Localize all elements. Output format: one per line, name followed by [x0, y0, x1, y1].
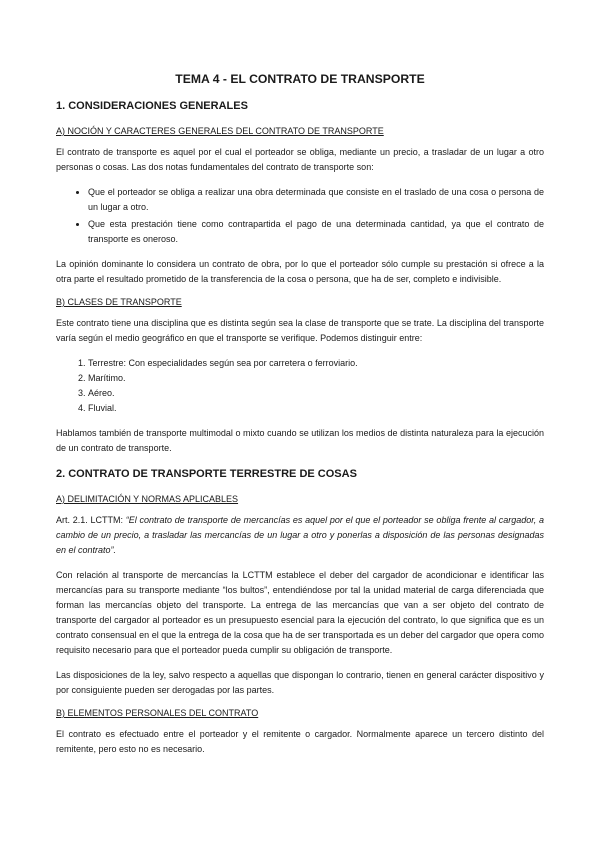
- article-quote: “El contrato de transporte de mercancías es aquel por el que el porteador se obliga frente al cargador, a cambio de un precio, a trasladar las mercancías de un lugar a otro y ponerlas a disposición de las personas designadas en el contrato”.: [56, 515, 545, 555]
- section-1b-subheading: B) CLASES DE TRANSPORTE: [56, 297, 182, 307]
- section-1a-paragraph-1: El contrato de transporte es aquel por el cual el porteador se obliga, mediante un precio, a trasladar de un lugar a otro personas o cosas. Las dos notas fundamentales del contrato de transporte son:: [56, 147, 544, 172]
- list-item: 4. Fluvial.: [88, 401, 544, 416]
- article-reference: Art. 2.1. LCTTM:: [56, 515, 126, 525]
- document-title: TEMA 4 - EL CONTRATO DE TRANSPORTE: [175, 72, 425, 86]
- section-2-heading: 2. CONTRATO DE TRANSPORTE TERRESTRE DE COSAS: [56, 468, 357, 480]
- section-2a-paragraph-1: Con relación al transporte de mercancías la LCTTM establece el deber del cargador de acondicionar e identificar las mercancías para su transporte mediante “los bultos”, entendiéndose por tal la unidad material de carga diferenciada que forman las mercancías objeto del transporte. La entrega de las mercancías que van a ser objeto del contrato de transporte del cargador al porteador es un presupuesto esencial para la ejecución del contrato, lo que significa que es un contrato consensual en el que la entrega de la cosa que ha de ser transportada es un deber del cargador que opera como requisito necesario para que el porteador pueda cumplir su obligación de transporte.: [56, 570, 544, 655]
- section-1a-subheading: A) NOCIÓN Y CARACTERES GENERALES DEL CONTRATO DE TRANSPORTE: [56, 126, 384, 136]
- section-1a-bullet-list: [56, 185, 544, 247]
- section-2a-paragraph-2: Las disposiciones de la ley, salvo respecto a aquellas que dispongan lo contrario, tienen en general carácter dispositivo y por consiguiente pueden ser derogadas por las partes.: [56, 670, 544, 695]
- section-2a-subheading: A) DELIMITACIÓN Y NORMAS APLICABLES: [56, 494, 239, 504]
- section-1a-paragraph-2: La opinión dominante lo considera un contrato de obra, por lo que el porteador sólo cumple su prestación si ofrece a la otra parte el resultado prometido de la transferencia de la cosa o persona, que ha de ser, completo e indivisible.: [56, 259, 544, 284]
- document-page: [56, 72, 544, 767]
- section-2b-subheading: B) ELEMENTOS PERSONALES DEL CONTRATO: [56, 708, 259, 718]
- section-1b-paragraph-2: Hablamos también de transporte multimodal o mixto cuando se utilizan los medios de distinta naturaleza para la ejecución de un contrato de transporte.: [56, 428, 544, 453]
- section-1b-paragraph-1: Este contrato tiene una disciplina que es distinta según sea la clase de transporte que se trate. La disciplina del transporte varía según el medio geográfico en que el transporte se verifique. Podemos distinguir entre:: [56, 318, 544, 343]
- article-quote-paragraph: [56, 513, 544, 558]
- list-item: 1. Terrestre: Con especialidades según sea por carretera o ferroviario.: [88, 356, 544, 371]
- section-2b-paragraph-1: El contrato es efectuado entre el porteador y el remitente o cargador. Normalmente aparece un tercero distinto del remitente, pero esto no es necesario.: [56, 729, 544, 754]
- list-item: 3. Aéreo.: [88, 386, 544, 401]
- bullet-item: • Que el porteador se obliga a realizar una obra determinada que consiste en el traslado de una cosa o persona de un lugar a otro.: [88, 185, 544, 215]
- bullet-item: • Que esta prestación tiene como contrapartida el pago de una determinada cantidad, ya que el contrato de transporte es oneroso.: [88, 217, 544, 247]
- list-item: 2. Marítimo.: [88, 371, 544, 386]
- section-1b-numbered-list: [56, 356, 544, 416]
- section-1-heading: 1. CONSIDERACIONES GENERALES: [56, 100, 248, 112]
